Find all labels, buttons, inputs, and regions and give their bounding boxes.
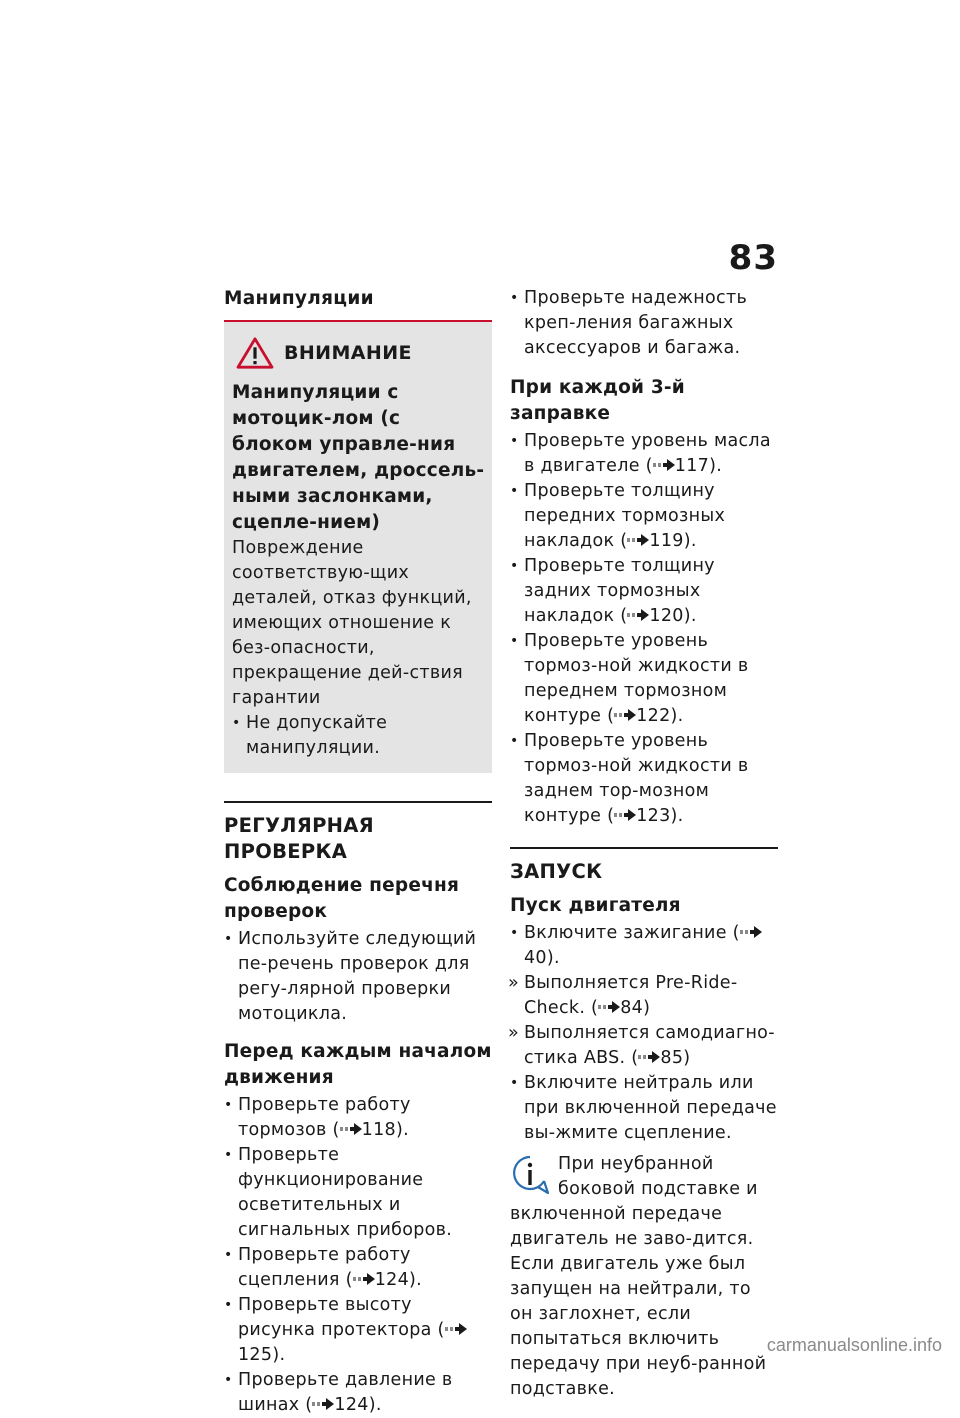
- list-item-text: Проверьте работу сцепления (: [238, 1245, 411, 1290]
- bullet-marker: •: [510, 925, 519, 941]
- warning-header: [232, 336, 486, 370]
- page-number: 83: [728, 238, 778, 278]
- bullet-marker: •: [510, 483, 519, 499]
- list-item-text: Проверьте толщину задних тормозных накладок (: [524, 556, 715, 626]
- page-reference-arrow-icon: [653, 459, 675, 471]
- warning-action: [232, 711, 486, 761]
- list-item-text: Проверьте уровень тормоз-ной жидкости в переднем тормозном контуре (: [524, 631, 749, 726]
- subsection-title-before-ride: Перед каждым началом движения: [224, 1041, 492, 1088]
- list-item: [510, 1071, 778, 1146]
- list-item-text: ): [683, 1048, 691, 1068]
- list-item: [510, 479, 778, 554]
- list-item-text: ).: [395, 1120, 409, 1140]
- subsection-title-engine-start: Пуск двигателя: [510, 895, 681, 916]
- warning-action-text: Не допускайте манипуляции.: [246, 713, 388, 758]
- list-item-text: Проверьте давление в шинах (: [238, 1370, 453, 1415]
- warning-description: Повреждение соответствую-щих деталей, отказ функций, имеющих отношение к без-опасности, прекращение дей-ствия гарантии: [232, 538, 472, 708]
- list-item-text: Проверьте толщину передних тормозных накладок (: [524, 481, 726, 551]
- list-item-text: Включите зажигание (: [524, 923, 740, 943]
- list-item: [510, 286, 778, 361]
- list-item-text: ).: [683, 531, 697, 551]
- bullet-marker: •: [224, 1297, 233, 1313]
- subsection-title-every-third-refuel: При каждой 3-й заправке: [510, 377, 685, 424]
- list-item-text: ).: [272, 1345, 286, 1365]
- right-column: [510, 286, 778, 1402]
- page-reference[interactable]: 119: [649, 531, 684, 551]
- list-item-text: ).: [683, 606, 697, 626]
- page-reference[interactable]: 120: [649, 606, 684, 626]
- page-reference[interactable]: 123: [636, 806, 671, 826]
- list-item: [224, 927, 492, 1027]
- subsection-title-checklist: Соблюдение перечня проверок: [224, 875, 460, 922]
- page-reference[interactable]: 118: [361, 1120, 396, 1140]
- list-item-text: Выполняется Pre-Ride-Check. (: [524, 973, 738, 1018]
- page-reference-arrow-icon: [445, 1323, 467, 1335]
- page-reference-arrow-icon: [627, 534, 649, 546]
- list-item: [224, 1293, 492, 1368]
- list-item-text: ).: [409, 1270, 423, 1290]
- page-reference-arrow-icon: [598, 1001, 620, 1013]
- page-reference-arrow-icon: [353, 1273, 375, 1285]
- page-reference[interactable]: 84: [620, 998, 644, 1018]
- list-item-text: ).: [709, 456, 723, 476]
- page-reference[interactable]: 124: [374, 1270, 410, 1290]
- bullet-marker: •: [510, 558, 519, 574]
- warning-title: ВНИМАНИЕ: [284, 342, 412, 364]
- list-item-text: Включите нейтраль или при включенной передаче вы-жмите сцепление.: [524, 1073, 777, 1143]
- page-reference[interactable]: 122: [636, 706, 671, 726]
- list-item-text: Проверьте высоту рисунка протектора (: [238, 1295, 445, 1340]
- list-item-text: Проверьте функционирование осветительных и сигнальных приборов.: [238, 1145, 453, 1240]
- page-reference-arrow-icon: [638, 1051, 660, 1063]
- bullet-marker: •: [224, 1372, 233, 1388]
- warning-box: [224, 322, 492, 773]
- list-item-text: Проверьте работу тормозов (: [238, 1095, 411, 1140]
- bullet-marker: •: [510, 433, 519, 449]
- list-item-text: Проверьте надежность креп-ления багажных аксессуаров и багажа.: [524, 288, 748, 358]
- info-icon: [510, 1154, 550, 1196]
- section-title-start: ЗАПУСК: [510, 847, 778, 885]
- list-item: [510, 971, 778, 1021]
- page-reference-arrow-icon: [627, 609, 649, 621]
- list-item: [510, 729, 778, 829]
- page-reference[interactable]: 117: [674, 456, 710, 476]
- warning-triangle-icon: [236, 336, 274, 370]
- list-item: [224, 1093, 492, 1143]
- bullet-marker: •: [224, 1147, 233, 1163]
- manipulation-heading: Манипуляции: [224, 288, 374, 309]
- page-reference[interactable]: 40: [524, 948, 547, 968]
- page-reference[interactable]: 124: [334, 1395, 369, 1415]
- page-reference-arrow-icon: [740, 926, 762, 938]
- list-item: [510, 629, 778, 729]
- bullet-marker: •: [510, 733, 519, 749]
- bullet-marker: •: [510, 1075, 519, 1091]
- list-item: [510, 921, 778, 971]
- bullet-marker: •: [224, 931, 233, 947]
- result-marker: »: [508, 973, 520, 993]
- info-note: [510, 1152, 778, 1402]
- bullet-marker: •: [224, 1097, 233, 1113]
- list-item: [224, 1368, 492, 1418]
- page-reference-arrow-icon: [312, 1398, 334, 1410]
- list-item-text: Проверьте уровень тормоз-ной жидкости в заднем тор-мозном контуре (: [524, 731, 749, 826]
- page-reference-arrow-icon: [614, 809, 636, 821]
- left-column: [224, 286, 492, 1418]
- bullet-marker: •: [510, 290, 519, 306]
- page-reference-arrow-icon: [614, 709, 636, 721]
- page-reference[interactable]: 125: [238, 1345, 273, 1365]
- page-reference-arrow-icon: [340, 1123, 362, 1135]
- list-item: [510, 1021, 778, 1071]
- list-item-text: Проверьте уровень масла в двигателе (: [524, 431, 771, 476]
- info-note-text: При неубранной боковой подставке и включенной передаче двигатель не заво-дится. Если двигатель уже был запущен на нейтрали, то он заглохнет, если попытаться включить передачу при неуб-ранной подставке.: [510, 1154, 767, 1399]
- list-item-text: ).: [670, 706, 684, 726]
- result-marker: »: [508, 1023, 520, 1043]
- list-item: [510, 554, 778, 629]
- list-item: [224, 1143, 492, 1243]
- watermark: carmanualsonline.info: [766, 1335, 942, 1355]
- page-reference[interactable]: 85: [660, 1048, 684, 1068]
- bullet-marker: •: [224, 1247, 233, 1263]
- list-item-text: ).: [670, 806, 684, 826]
- list-item-text: Выполняется самодиагно-стика ABS. (: [524, 1023, 775, 1068]
- list-item: [510, 429, 778, 479]
- warning-subject: Манипуляции с мотоцик-лом (с блоком управле-ния двигателем, дроссель-ными заслонками, сцепле-нием): [232, 382, 485, 533]
- section-title-regular-check: РЕГУЛЯРНАЯ ПРОВЕРКА: [224, 801, 492, 865]
- bullet-marker: •: [510, 633, 519, 649]
- list-item: [224, 1243, 492, 1293]
- bullet-marker: •: [232, 715, 241, 731]
- list-item-text: ): [643, 998, 651, 1018]
- list-item-text: Используйте следующий пе-речень проверок для регу-лярной проверки мотоцикла.: [238, 929, 477, 1024]
- list-item-text: ).: [368, 1395, 382, 1415]
- list-item-text: ).: [546, 948, 560, 968]
